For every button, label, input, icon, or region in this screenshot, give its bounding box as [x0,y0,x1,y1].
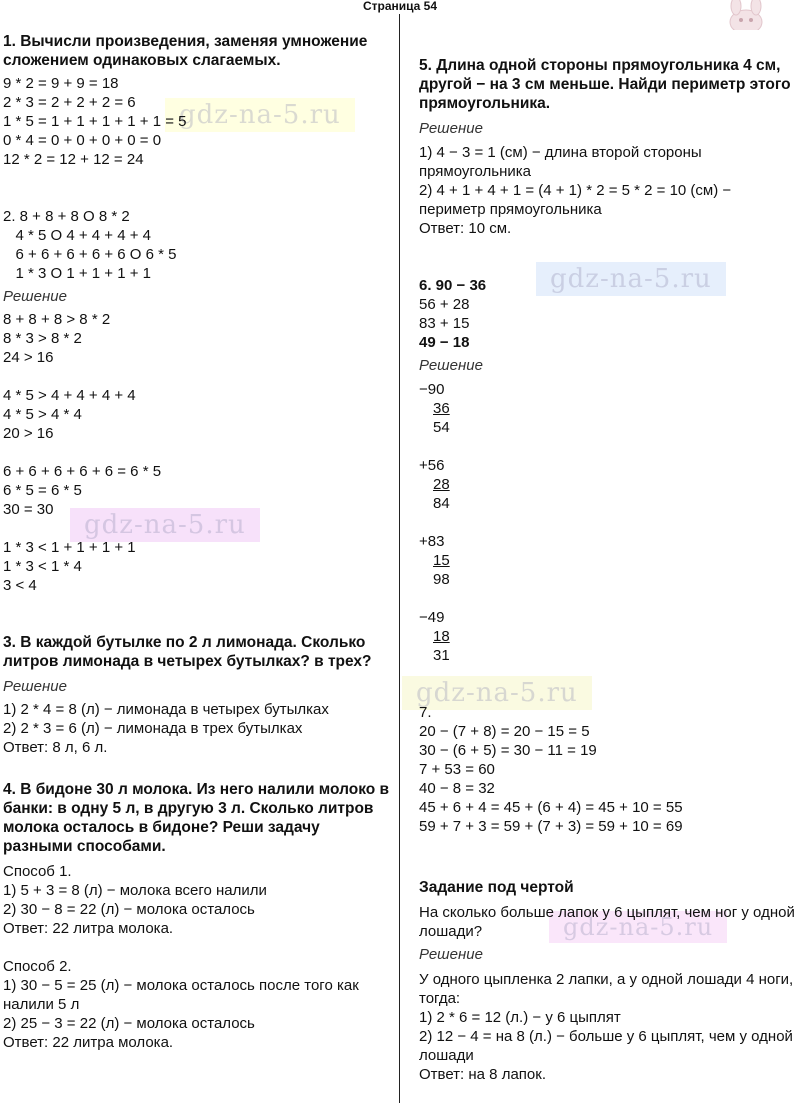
task-1-line: 1 * 5 = 1 + 1 + 1 + 1 + 1 = 5 [3,113,187,130]
task-2-solution-line: 6 + 6 + 6 + 6 + 6 = 6 * 5 [3,463,162,480]
task-4-method-1-line: Ответ: 22 литра молока. [3,920,174,937]
task-4-method-1-line: Способ 1. [3,863,72,880]
calc-operand: 28 [433,476,450,493]
solution-label: Решение [419,946,483,963]
task-7-line: 45 + 6 + 4 = 45 + (6 + 4) = 45 + 10 = 55 [419,799,683,816]
task-1-title: 1. Вычисли произведения, заменяя умножение сложением одинаковых слагаемых. [3,33,368,69]
task-3-title: 3. В каждой бутылке по 2 л лимонада. Сколько литров лимонада в четырех бутылках? в трех? [3,634,372,670]
task-2-solution-line: 24 > 16 [3,349,54,366]
task-2-line: 6 + 6 + 6 + 6 + 6 O 6 * 5 [3,246,177,263]
task-3-line: 1) 2 * 4 = 8 (л) − лимонада в четырех бутылках [3,701,329,718]
task-2-solution-line: 8 * 3 > 8 * 2 [3,330,82,347]
task-7-line: 20 − (7 + 8) = 20 − 15 = 5 [419,723,590,740]
task-5-line: 1) 4 − 3 = 1 (см) − длина второй стороны прямоугольника [419,144,702,180]
task-1-line: 2 * 3 = 2 + 2 + 2 = 6 [3,94,136,111]
watermark: gdz-na-5.ru [70,508,260,542]
column-calculation [419,380,797,437]
column-calculation [419,456,797,513]
task-7-line: 59 + 7 + 3 = 59 + (7 + 3) = 59 + 10 = 69 [419,818,683,835]
calc-result: 84 [433,495,450,512]
task-1-line: 9 * 2 = 9 + 9 = 18 [3,75,119,92]
calc-operand: 15 [433,552,450,569]
extra-task-line: У одного цыпленка 2 лапки, а у одной лошади 4 ноги, тогда: [419,971,794,1007]
solution-label: Решение [419,357,483,374]
task-4-method-1-line: 1) 5 + 3 = 8 (л) − молока всего налили [3,882,267,899]
task-2-solution-line: 30 = 30 [3,501,54,518]
watermark: gdz-na-5.ru [402,676,592,710]
task-3-line: 2) 2 * 3 = 6 (л) − лимонада в трех бутылках [3,720,303,737]
extra-task-title: Задание под чертой [419,879,574,896]
task-2-solution-line: 4 * 5 > 4 * 4 [3,406,82,423]
task-2-line: 2. 8 + 8 + 8 O 8 * 2 [3,208,130,225]
task-2-solution-line: 1 * 3 < 1 + 1 + 1 + 1 [3,539,136,556]
solution-label: Решение [3,288,67,305]
solution-label: Решение [419,120,483,137]
column-calculation [419,532,797,589]
calc-result: 54 [433,419,450,436]
task-2-solution-line: 4 * 5 > 4 + 4 + 4 + 4 [3,387,136,404]
calc-operand: −49 [419,609,445,626]
task-6-item: 49 − 18 [419,334,470,351]
task-3-line: Ответ: 8 л, 6 л. [3,739,108,756]
task-5-title: 5. Длина одной стороны прямоугольника 4 см, другой − на 3 см меньше. Найди периметр этого прямоугольника. [419,57,791,112]
task-2-solution-line: 6 * 5 = 6 * 5 [3,482,82,499]
watermark: gdz-na-5.ru [536,262,726,296]
task-5-line: 2) 4 + 1 + 4 + 1 = (4 + 1) * 2 = 5 * 2 = 10 (см) − периметр прямоугольника [419,182,732,218]
watermark: gdz-na-5.ru [549,911,727,943]
task-1-line: 0 * 4 = 0 + 0 + 0 + 0 = 0 [3,132,162,149]
calc-operand: −90 [419,381,445,398]
page-title: Страница 54 [362,0,438,13]
extra-task-line: 2) 12 − 4 = на 8 (л.) − больше у 6 цыплят, чем у одной лошади [419,1028,793,1064]
rabbit-logo-icon [698,0,798,30]
calc-operand: 18 [433,628,450,645]
task-1-line: 12 * 2 = 12 + 12 = 24 [3,151,144,168]
task-4-method-2-line: 2) 25 − 3 = 22 (л) − молока осталось [3,1015,255,1032]
column-calculation [419,608,797,665]
extra-task-question: На сколько больше лапок у 6 цыплят, чем ног у одной лошади? [419,904,795,940]
task-2-solution-line: 8 + 8 + 8 > 8 * 2 [3,311,111,328]
column-divider [399,14,400,1103]
right-column [419,56,797,1084]
calc-result: 98 [433,571,450,588]
calc-operand: +83 [419,533,445,550]
task-2-solution-line: 1 * 3 < 1 * 4 [3,558,82,575]
task-6-item: 6. 90 − 36 [419,277,487,294]
solution-label: Решение [3,678,67,695]
task-6-item: 83 + 15 [419,315,470,332]
task-2-line: 1 * 3 O 1 + 1 + 1 + 1 [3,265,152,282]
calc-operand: +56 [419,457,445,474]
task-6-item: 56 + 28 [419,296,470,313]
task-4-method-2-line: Способ 2. [3,958,72,975]
task-5-line: Ответ: 10 см. [419,220,512,237]
extra-task-line: 1) 2 * 6 = 12 (л.) − у 6 цыплят [419,1009,621,1026]
task-4-method-1-line: 2) 30 − 8 = 22 (л) − молока осталось [3,901,255,918]
task-7-line: 40 − 8 = 32 [419,780,495,797]
task-7-line: 7 + 53 = 60 [419,761,495,778]
task-2-solution-line: 3 < 4 [3,577,37,594]
extra-task-line: Ответ: на 8 лапок. [419,1066,546,1083]
task-2-solution-line: 20 > 16 [3,425,54,442]
left-column [3,32,393,1052]
calc-operand: 36 [433,400,450,417]
task-2-line: 4 * 5 O 4 + 4 + 4 + 4 [3,227,152,244]
task-4-method-2-line: 1) 30 − 5 = 25 (л) − молока осталось после того как налили 5 л [3,977,359,1013]
watermark: gdz-na-5.ru [165,98,355,132]
calc-result: 31 [433,647,450,664]
task-4-title: 4. В бидоне 30 л молока. Из него налили молоко в банки: в одну 5 л, в другую 3 л. Сколько литров молока осталось в бидоне? Реши задачу разными способами. [3,781,390,855]
task-7-label: 7. [419,704,432,721]
task-7-line: 30 − (6 + 5) = 30 − 11 = 19 [419,742,597,759]
task-4-method-2-line: Ответ: 22 литра молока. [3,1034,174,1051]
